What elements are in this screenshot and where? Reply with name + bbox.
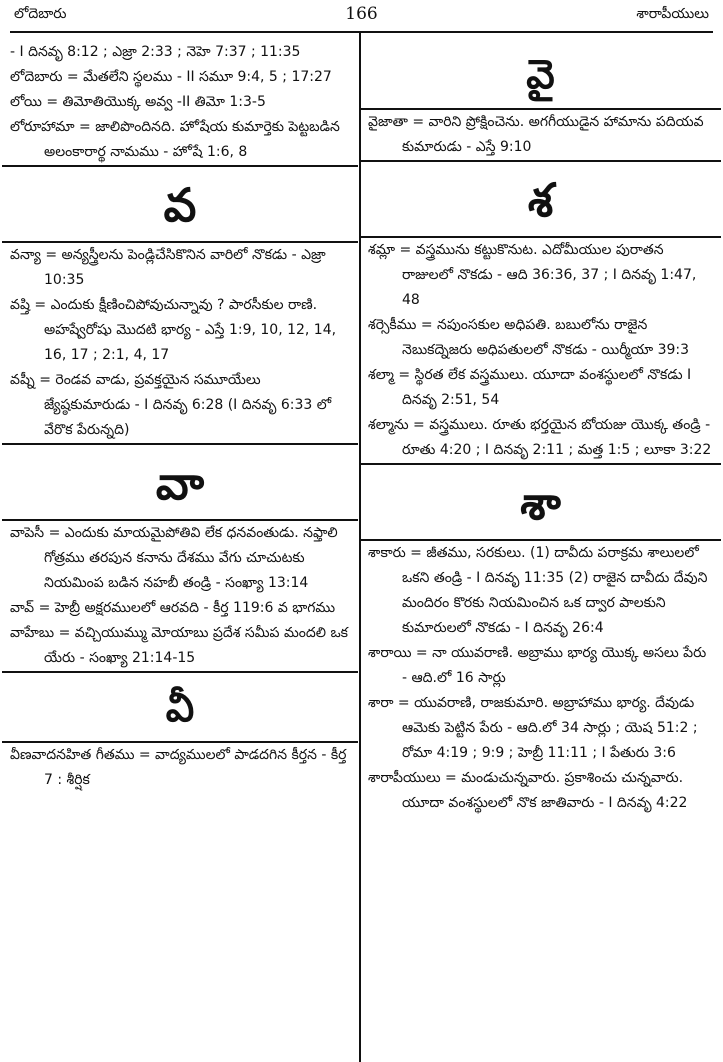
column-divider	[359, 33, 361, 1062]
dictionary-entry: శాకారు = జీతము, సరకులు. (1) దావీదు పరాక్రమ శాలులలో ఒకని తండ్రి - I దినవృ 11:35 (2) రాజైన దావీదు దేవుని మందిరం కొరకు నియమించిన ఒక ద్వార పాలకుని కుమారులలో నొకడు - I దినవృ 26:4	[368, 545, 708, 636]
left-column	[10, 40, 350, 793]
dictionary-entry: లోదెబారు = మేతలేని స్థలము - II సమూ 9:4, 5 ; 17:27	[10, 69, 332, 85]
section-letter-heading: శ	[527, 173, 554, 227]
dictionary-entry: వన్యా = అన్యస్త్రీలను పెండ్లిచేసికొనిన వారిలో నొకడు - ఎజ్రా 10:35	[10, 247, 326, 288]
section-rule	[360, 463, 721, 465]
section-rule	[2, 443, 358, 445]
section-letter-heading: వ	[163, 178, 197, 232]
header-left-guide-word: లోదెబారు	[14, 6, 67, 22]
section-letter-heading: వై	[526, 52, 555, 98]
section-letter-heading: శా	[520, 476, 561, 530]
dictionary-entry: శమ్లా = వస్త్రమును కట్టుకొనుట. ఎదోమీయుల పురాతన రాజులలో నొకడు - ఆది 36:36, 37 ; I దినవృ 1:47, 48	[368, 242, 697, 308]
section-letter-heading: వా	[155, 456, 205, 510]
dictionary-entry: వష్తి = ఎందుకు క్షీణించిపోవుచున్నావు ? పారసీకుల రాణి. అహష్వేరోషు మొదటి భార్య - ఎస్తే 1:9, 10, 12, 14, 16, 17 ; 2:1, 4, 17	[10, 297, 337, 363]
page-number: 166	[345, 4, 378, 24]
dictionary-entry: వావ్ = హెబ్రీ అక్షరములలో ఆరవది - కీర్త 119:6 వ భాగము	[10, 600, 336, 616]
dictionary-entry: వాహేబు = వచ్చియుమ్ము మోయాబు ప్రదేశ సమీప మందలి ఒక యేరు - సంఖ్యా 21:14-15	[10, 625, 348, 666]
dictionary-entry: వైజాతా = వారిని ప్రోక్షించెను. అగగీయుడైన హామాను పదియవ కుమారుడు - ఎస్తే 9:10	[368, 114, 704, 155]
dictionary-entry: శల్మా = స్థిరత లేక వస్త్రములు. యూదా వంశస్థులలో నొకడు I దినవృ 2:51, 54	[368, 367, 692, 408]
header-right-guide-word: శారాపీయులు	[636, 6, 709, 22]
dictionary-entry: వష్నీ = రెండవ వాడు, ప్రవక్తయైన సమూయేలు జ్యేష్ఠకుమారుడు - I దినవృ 6:28 (I దినవృ 6:33 లో వేరొక పేరున్నది)	[10, 372, 332, 438]
header-rule	[10, 31, 713, 33]
dictionary-entry: వాపెసీ = ఎందుకు మాయమైపోతివి లేక ధనవంతుడు. నఫ్తాలి గోత్రము తరపున కనాను దేశము వేగు చూచుటకు నియమింప బడిన నహబీ తండ్రి - సంఖ్యా 13:14	[10, 525, 338, 591]
dictionary-entry: శారా = యువరాణి, రాజకుమారి. అబ్రాహాము భార్య. దేవుడు ఆమెకు పెట్టిన పేరు - ఆది.లో 34 సార్లు ; యెష 51:2 ; రోమా 4:19 ; 9:9 ; హెబ్రీ 11:11 ; I పేతురు 3:6	[368, 695, 698, 761]
dictionary-entry: శారాయి = నా యువరాణి. అబ్రాము భార్య యొక్క అసలు పేరు - ఆది.లో 16 సార్లు	[368, 645, 707, 686]
dictionary-entry: వీణవాదనహిత గీతము = వాద్యములలో పాడదగిన కీర్తన - కీర్త 7 : శీర్షిక	[10, 747, 347, 788]
dictionary-entry: లోయి = తిమోతియొక్క అవ్వ -II తిమో 1:3-5	[10, 94, 266, 110]
dictionary-entry: శారాపీయులు = మండుచున్నవారు. ప్రకాశించు చున్నవారు. యూదా వంశస్థులలో నొక జాతివారు - I దినవృ 4:22	[368, 770, 688, 811]
dictionary-entry: శల్మాను = వస్త్రములు. రూతు భర్తయైన బోయజు యొక్క తండ్రి - రూతు 4:20 ; I దినవృ 2:11 ; మత్త 1:5 ; లూకా 3:22	[368, 417, 712, 458]
dictionary-entry: శర్సెకీము = నపుంసకుల అధిపతి. బబులోను రాజైన నెబుకద్నెజరు అధిపతులలో నొకడు - యిర్మీయా 39:3	[368, 317, 690, 358]
section-rule	[2, 671, 358, 673]
section-rule	[360, 160, 721, 162]
dictionary-entry: - I దినవృ 8:12 ; ఎజ్రా 2:33 ; నెహె 7:37 ; 11:35	[10, 44, 301, 60]
right-column	[368, 40, 713, 816]
dictionary-entry: లోరూహామా = జాలిపొందినది. హోషేయ కుమార్తెకు పెట్టబడిన అలంకారార్థ నామము - హోషే 1:6, 8	[10, 119, 340, 160]
section-rule	[2, 165, 358, 167]
page-header	[0, 0, 723, 36]
section-letter-heading: వీ	[165, 685, 195, 731]
